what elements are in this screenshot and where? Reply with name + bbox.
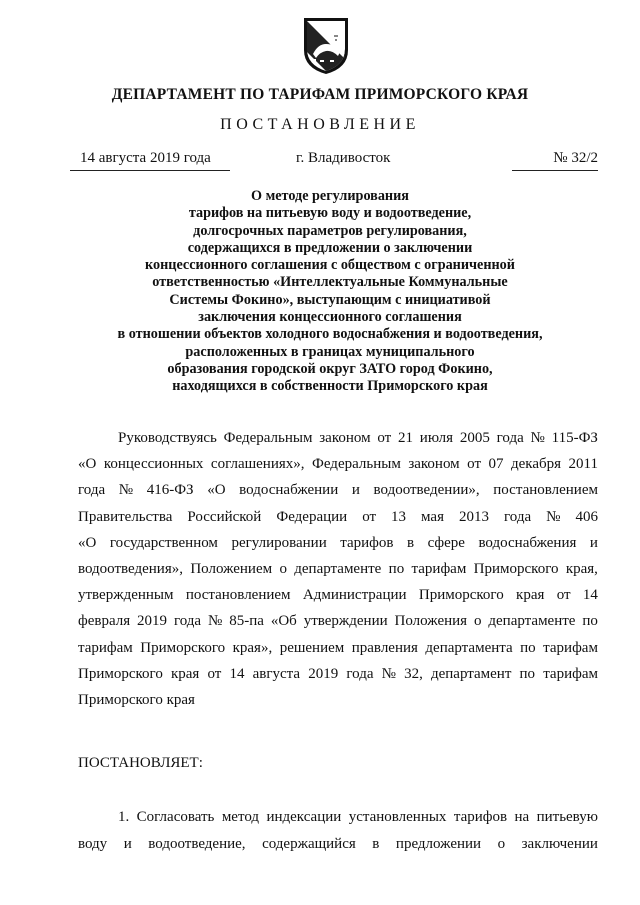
word: мая — [421, 508, 444, 525]
word: февраля — [78, 613, 131, 630]
preamble-line — [78, 530, 598, 556]
word: тарифов — [340, 534, 394, 551]
title-line: в отношении объектов холодного водоснабжения и водоотведения, — [117, 326, 543, 343]
word: Федеральным — [223, 430, 313, 446]
word: решением — [279, 639, 345, 656]
word: края», — [232, 639, 273, 656]
title-line: образования городской округ ЗАТО город Фокино, — [167, 360, 493, 377]
word: соглашениях», — [210, 456, 305, 473]
word: края — [170, 665, 200, 682]
word: 07 — [488, 456, 504, 473]
document-title — [60, 188, 600, 396]
word: от — [362, 508, 377, 525]
word: 416-ФЗ — [146, 482, 194, 499]
word: о — [473, 613, 482, 630]
word: Федерации — [276, 508, 348, 525]
word: Приморского — [418, 587, 504, 604]
word: 2019 — [308, 665, 339, 682]
word: № — [118, 482, 134, 499]
word: правления — [351, 639, 418, 656]
word: утвержденным — [78, 587, 174, 604]
title-line: Системы Фокино», выступающим с инициативой — [169, 291, 491, 308]
word: года — [173, 613, 202, 630]
department-name: ДЕПАРТАМЕНТ ПО ТАРИФАМ ПРИМОРСКОГО КРАЯ — [111, 86, 529, 103]
coat-of-arms-icon — [300, 14, 352, 76]
word: Положением — [190, 561, 273, 578]
word: в — [372, 835, 380, 852]
word: «О — [78, 456, 97, 473]
word: от — [377, 430, 392, 446]
word: постановлением — [493, 482, 598, 499]
title-line: находящихся в собственности Приморского края — [172, 378, 488, 395]
word: августа — [252, 665, 301, 682]
word: Приморского — [473, 561, 559, 578]
word: Администрации — [302, 587, 407, 604]
word: от — [207, 665, 222, 682]
clause-1 — [78, 804, 598, 857]
preamble-line — [78, 504, 598, 530]
preamble-line — [78, 635, 598, 661]
word: декабря — [510, 456, 562, 473]
word: 115-ФЗ — [551, 430, 598, 446]
word: № — [530, 430, 545, 446]
word: водоотведении», — [373, 482, 480, 499]
word: водоснабжения — [478, 534, 577, 551]
word: 2019 — [137, 613, 168, 630]
word: 2011 — [568, 456, 598, 473]
preamble-line — [78, 661, 598, 687]
word: департаменте — [488, 613, 576, 630]
document-number: № 32/2 — [512, 150, 598, 171]
word: 13 — [391, 508, 407, 525]
word: водоснабжении — [239, 482, 339, 499]
title-line: расположенных в границах муниципального — [185, 343, 475, 360]
word: по — [388, 561, 405, 578]
word: года — [496, 430, 524, 446]
preamble-paragraph — [78, 425, 598, 713]
word: тарифам — [411, 561, 467, 578]
document-date: 14 августа 2019 года — [70, 150, 230, 171]
word: на — [514, 809, 530, 825]
word: и — [351, 482, 360, 499]
word: июля — [419, 430, 454, 446]
word: о — [279, 561, 287, 578]
word: водоотведения», — [78, 561, 183, 578]
word: предложении — [395, 835, 482, 852]
preamble-line — [78, 556, 598, 582]
word: метод — [221, 809, 260, 825]
word: о — [497, 835, 506, 852]
word: тарифам — [78, 639, 133, 656]
word: 2013 — [459, 508, 489, 525]
word: от — [467, 456, 481, 473]
word: департамент — [430, 665, 512, 682]
word: Приморского — [140, 639, 226, 656]
word: регулировании — [231, 534, 327, 551]
word: установленных — [348, 809, 447, 825]
title-line: содержащихся в предложении о заключении — [187, 239, 473, 256]
word: «О — [207, 482, 226, 499]
preamble-line — [78, 477, 598, 503]
word: законом — [408, 456, 460, 473]
word: концессионных — [103, 456, 204, 473]
word: 21 — [398, 430, 414, 446]
word: 14 — [582, 587, 598, 604]
word: и — [589, 534, 598, 551]
word: и — [123, 835, 132, 852]
document-type: ПОСТАНОВЛЕНИЕ — [220, 116, 420, 133]
word: воду — [78, 835, 108, 852]
title-line: О методе регулирования — [251, 188, 409, 204]
word: Согласовать — [136, 809, 215, 825]
word: по — [519, 665, 536, 682]
word: в — [406, 534, 415, 551]
word: сфере — [427, 534, 465, 551]
word: от — [556, 587, 571, 604]
word: № — [546, 508, 561, 525]
word: Федеральным — [312, 456, 401, 473]
word: государственном — [109, 534, 218, 551]
title-line: ответственностью «Интеллектуальные Коммунальные — [152, 274, 508, 291]
word: года — [78, 482, 106, 499]
word: 14 — [229, 665, 245, 682]
word: 406 — [575, 508, 598, 525]
preamble-line — [78, 582, 598, 608]
word: Положения — [394, 613, 468, 630]
word: Приморского — [78, 665, 163, 682]
word: 2005 — [459, 430, 490, 446]
word: 32, — [404, 665, 423, 682]
preamble-line — [78, 451, 598, 477]
word: питьевую — [536, 809, 598, 825]
word: года — [346, 665, 374, 682]
word: Правительства — [78, 508, 173, 525]
word: 1. — [118, 809, 130, 825]
word: тарифам — [543, 639, 598, 656]
word: края, — [565, 561, 598, 578]
word: индексации — [266, 809, 342, 825]
word: водоотведение, — [148, 835, 246, 852]
word: края — [516, 587, 545, 604]
word: законом — [319, 430, 371, 446]
word: по — [520, 639, 536, 656]
word: 85-па — [229, 613, 264, 630]
word: № — [381, 665, 396, 682]
word: тарифов — [453, 809, 508, 825]
word: Российской — [187, 508, 262, 525]
title-line: тарифов на питьевую воду и водоотведение, — [188, 205, 472, 222]
resolves-heading: ПОСТАНОВЛЯЕТ: — [78, 755, 203, 771]
word: заключении — [521, 835, 598, 852]
word: года — [504, 508, 532, 525]
preamble-line — [78, 608, 598, 634]
word: «Об — [270, 613, 297, 630]
clause-line — [78, 804, 598, 831]
title-line: заключения концессионного соглашения — [198, 309, 462, 326]
word: содержащийся — [262, 835, 356, 852]
preamble-line — [78, 425, 598, 451]
word: постановлением — [185, 587, 291, 604]
word: по — [582, 613, 598, 630]
word: «О — [78, 534, 97, 551]
document-city: г. Владивосток — [296, 150, 391, 166]
word: утверждении — [303, 613, 388, 630]
title-line: долгосрочных параметров регулирования, — [193, 222, 467, 239]
word: департамента — [425, 639, 513, 656]
preamble-line: Приморского края — [78, 692, 195, 709]
word: департаменте — [294, 561, 382, 578]
word: № — [208, 613, 223, 630]
word: тарифам — [543, 665, 598, 682]
clause-line — [78, 831, 598, 858]
title-line: концессионного соглашения с обществом с ограниченной — [145, 257, 515, 274]
word: Руководствуясь — [118, 430, 217, 446]
